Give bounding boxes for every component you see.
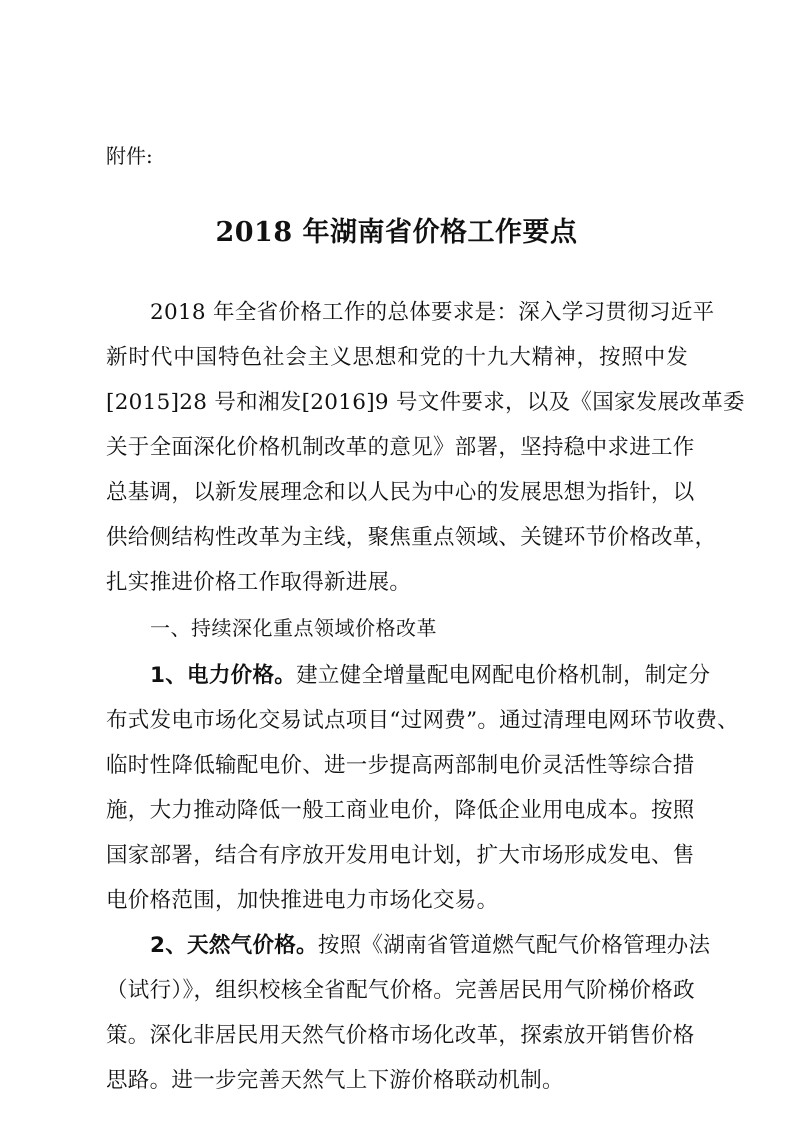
item1-label: 1、电力价格。 [150, 663, 297, 688]
item2-line: 思路。进一步完善天然气上下游价格联动机制。 [106, 1068, 564, 1093]
item2-line: （试行）》，组织校核全省配气价格。完善居民用气阶梯价格政 [106, 978, 695, 1003]
item1-line: 电价格范围，加快推进电力市场化交易。 [106, 888, 499, 913]
intro-line: 2018 年全省价格工作的总体要求是：深入学习贯彻习近平 [150, 300, 715, 325]
item1-first-line [150, 658, 711, 689]
item2-label: 2、天然气价格。 [150, 933, 318, 958]
item1-first-line-text: 建立健全增量配电网配电价格机制，制定分 [296, 663, 711, 688]
intro-line: 关于全面深化价格机制改革的意见》部署，坚持稳中求进工作 [106, 435, 695, 460]
intro-line: 新时代中国特色社会主义思想和党的十九大精神，按照中发 [106, 345, 688, 370]
item1-line: 国家部署，结合有序放开发用电计划，扩大市场形成发电、售 [106, 843, 695, 868]
item2-first-line [150, 928, 711, 959]
item1-line: 临时性降低输配电价、进一步提高两部制电价灵活性等综合措 [106, 753, 695, 778]
item1-line: 布式发电市场化交易试点项目“过网费”。通过清理电网环节收费、 [106, 708, 739, 733]
attachment-label: 附件: [106, 144, 153, 168]
item2-first-line-text: 按照《湖南省管道燃气配气价格管理办法 [317, 933, 711, 958]
item1-line: 施，大力推动降低一般工商业电价，降低企业用电成本。按照 [106, 798, 695, 823]
intro-line: 供给侧结构性改革为主线，聚焦重点领域、关键环节价格改革， [106, 525, 717, 550]
item2-line: 策。深化非居民用天然气价格市场化改革，探索放开销售价格 [106, 1023, 695, 1048]
document-title: 2018 年湖南省价格工作要点 [215, 217, 578, 248]
section-heading: 一、持续深化重点领域价格改革 [150, 616, 437, 640]
intro-line: [2015]28 号和湘发[2016]9 号文件要求，以及《国家发展改革委 [106, 390, 745, 415]
intro-line: 总基调，以新发展理念和以人民为中心的发展思想为指针，以 [106, 480, 695, 505]
intro-line: 扎实推进价格工作取得新进展。 [106, 570, 412, 595]
